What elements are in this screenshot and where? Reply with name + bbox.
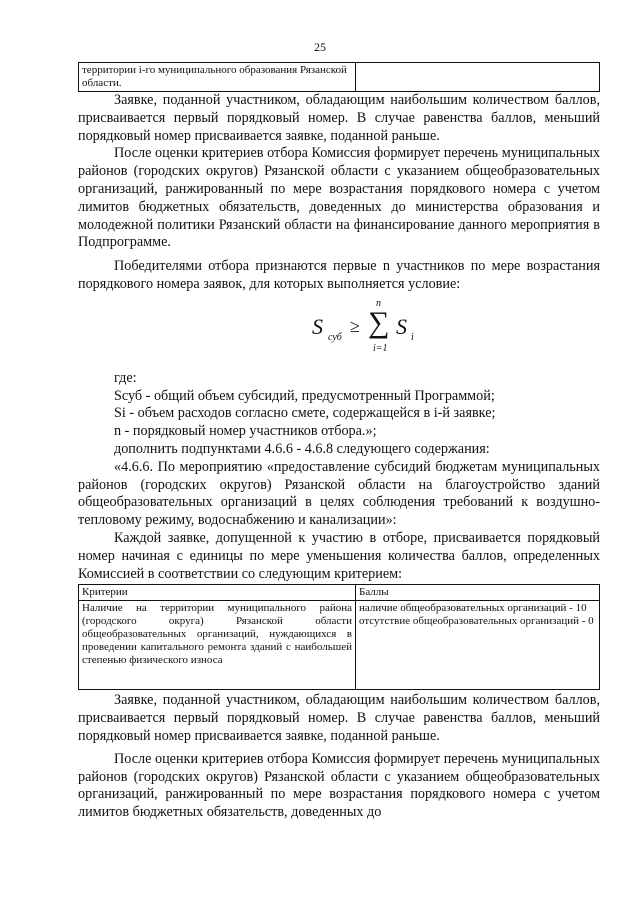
formula-lower-limit: i=1 <box>373 342 388 354</box>
score-present: наличие общеобразовательных организаций - 10 <box>359 602 587 615</box>
paragraph-commission-list-repeat: После оценки критериев отбора Комиссия формирует перечень муниципальных районов (городских округов) Рязанской области с указанием общеобразовательных организаций, ранжированный по мере возрастания порядкового номера с учетом лимитов бюджетных обязательств, доведенных до <box>78 750 600 821</box>
criteria-table <box>78 584 600 690</box>
formula-upper-limit: n <box>376 297 381 309</box>
formula-rhs-subscript: i <box>411 331 414 343</box>
definition-n: n - порядковый номер участников отбора.»; <box>114 423 377 440</box>
formula-rhs: S <box>396 313 407 339</box>
formula-lhs-subscript: суб <box>328 331 342 343</box>
paragraph-winners: Победителями отбора признаются первые n участников по мере возрастания порядкового номера заявок, для которых выполняется условие: <box>78 258 600 292</box>
top-table-empty-cell <box>356 63 600 92</box>
page-number: 25 <box>314 40 326 54</box>
scores-header: Баллы <box>356 585 600 601</box>
paragraph-commission-list: После оценки критериев отбора Комиссия формирует перечень муниципальных районов (городских округов) Рязанской области с указанием общеобразовательных организаций, ранжированный по мере возрастания порядкового номера с учетом лимитов бюджетных обязательств, доведенных до министерства образования и молодежной политики Рязанский области на финансирование данного мероприятия в Подпрограмме. <box>78 145 600 251</box>
top-table-cell: территории i-го муниципального образования Рязанской области. <box>79 63 356 92</box>
score-absent: отсутствие общеобразовательных организаций - 0 <box>359 615 594 628</box>
document-body <box>78 62 600 822</box>
definition-si: Si - объем расходов согласно смете, содержащейся в i-й заявке; <box>114 405 496 422</box>
criteria-header: Критерии <box>79 585 356 601</box>
subsidy-formula <box>78 298 600 364</box>
formula-lhs: S <box>312 313 323 339</box>
formula-relation: ≥ <box>350 315 360 336</box>
scores-cell <box>356 601 600 690</box>
paragraph-4-6-6: «4.6.6. По мероприятию «предоставление субсидий бюджетам муниципальных районов (городских округов) Рязанской области на благоустройство зданий общеобразовательных организаций в целях соблюдения требований к воздушно-тепловому режиму, водоснабжению и канализации»: <box>78 458 600 529</box>
sum-symbol: ∑ <box>368 305 390 339</box>
amendment-intro: дополнить подпунктами 4.6.6 - 4.6.8 следующего содержания: <box>114 440 490 457</box>
definition-where: где: <box>114 369 137 386</box>
top-table-fragment <box>78 62 600 92</box>
paragraph-ranking-rule-repeat: Заявке, поданной участником, обладающим наибольшим количеством баллов, присваивается первый порядковый номер. В случае равенства баллов, меньший порядковый номер присваивается заявке, поданной раньше. <box>78 692 600 744</box>
criterion-cell: Наличие на территории муниципального района (городского округа) Рязанской области общеобразовательных организаций, нуждающихся в проведении капитального ремонта зданий с наибольшей степенью физического износа <box>79 601 356 690</box>
paragraph-numbering: Каждой заявке, допущенной к участию в отборе, присваивается порядковый номер начиная с единицы по мере уменьшения количества баллов, определенных Комиссией в соответствии со следующим критерием: <box>78 529 600 582</box>
paragraph-ranking-rule: Заявке, поданной участником, обладающим наибольшим количеством баллов, присваивается первый порядковый номер. В случае равенства баллов, меньший порядковый номер присваивается заявке, поданной раньше. <box>78 92 600 144</box>
definition-s-sub: Sсуб - общий объем субсидий, предусмотренный Программой; <box>114 387 495 404</box>
